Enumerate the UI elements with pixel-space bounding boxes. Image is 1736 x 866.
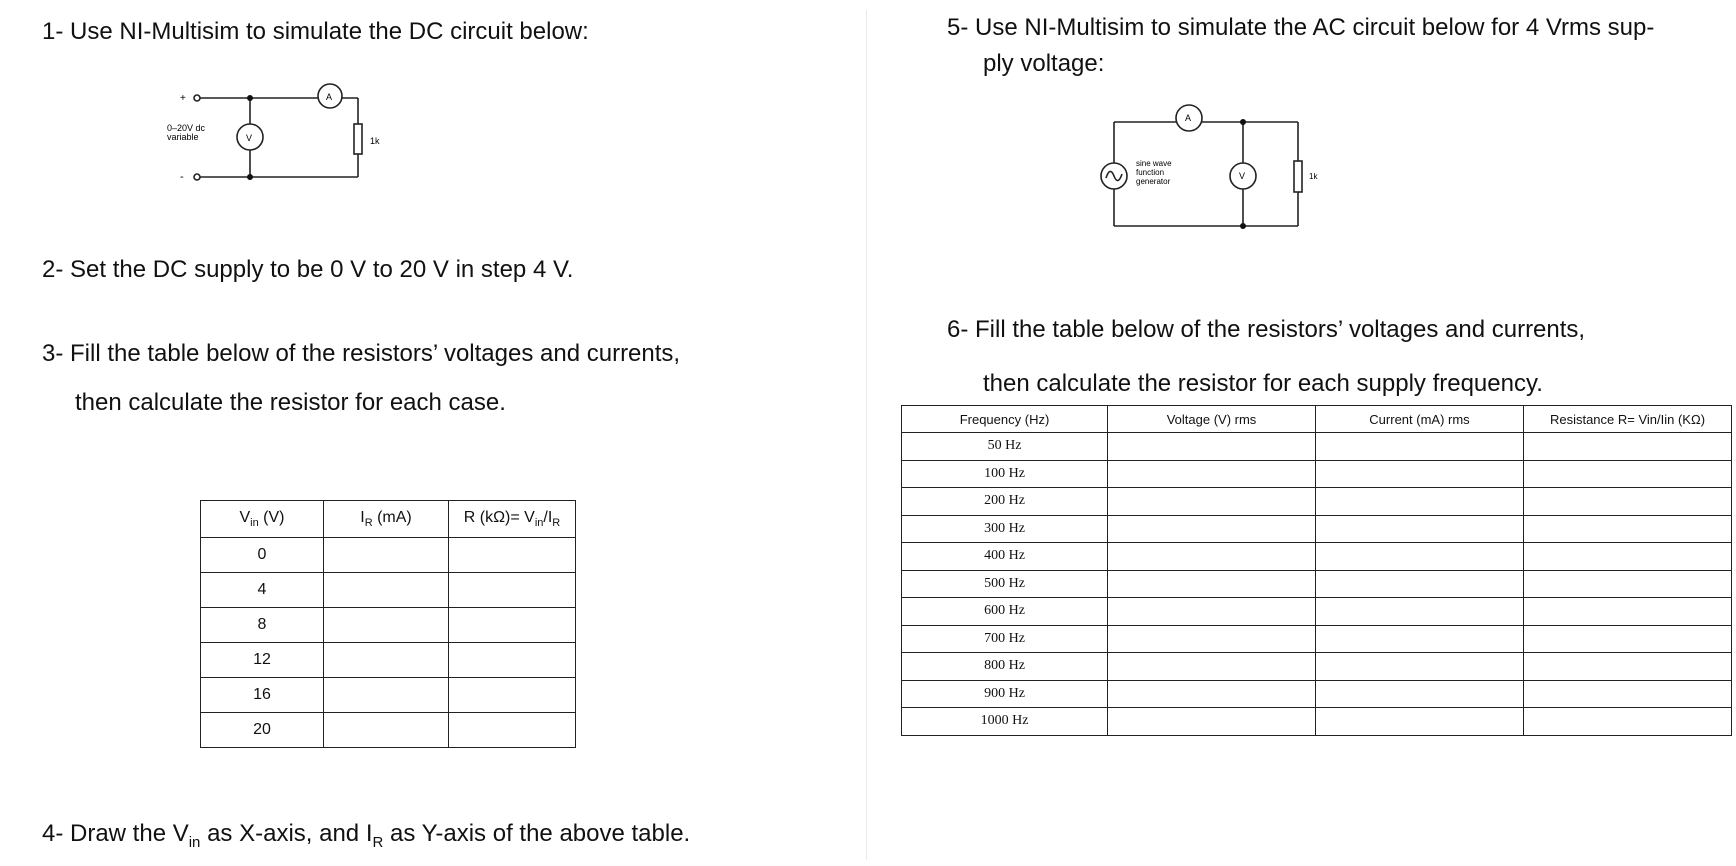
- dc-data-table: [200, 500, 576, 748]
- col-r: R $(k\Omega)= V_{in}/I_R$: [449, 501, 576, 538]
- table-row: [902, 653, 1732, 681]
- frequency-cell: 900 Hz: [902, 680, 1108, 708]
- frequency-cell: 800 Hz: [902, 653, 1108, 681]
- column-divider: [866, 10, 867, 860]
- vin-cell: 8: [201, 608, 324, 643]
- step6-line2: then calculate the resistor for each supply frequency.: [983, 370, 1543, 397]
- frequency-cell: 700 Hz: [902, 625, 1108, 653]
- table-row: [201, 643, 576, 678]
- col-voltage: Voltage (V) rms: [1108, 406, 1316, 433]
- voltmeter-label: V: [246, 133, 253, 143]
- vin-cell: 16: [201, 678, 324, 713]
- step3-line1: 3- Fill the table below of the resistors’ voltages and currents,: [42, 340, 681, 367]
- col-frequency: Frequency (Hz): [902, 406, 1108, 433]
- col-current: Current (mA) rms: [1316, 406, 1524, 433]
- step4-text: 4- Draw the $V_{in}$ as X-axis, and $I_R$ as Y-axis of the above table.: [42, 820, 691, 851]
- table-row: [902, 488, 1732, 516]
- frequency-cell: 100 Hz: [902, 460, 1108, 488]
- frequency-cell: 1000 Hz: [902, 708, 1108, 736]
- table-row: [902, 680, 1732, 708]
- col-resistance: Resistance R= Vin/Iin (KΩ): [1524, 406, 1732, 433]
- step2-text: 2- Set the DC supply to be 0 V to 20 V in step 4 V.: [42, 256, 574, 283]
- step5-line1: 5- Use NI-Multisim to simulate the AC circuit below for 4 Vrms sup-: [947, 14, 1655, 41]
- table-header-row: [902, 406, 1732, 433]
- col-ir: $I_R$ (mA): [324, 501, 449, 538]
- table-row: [902, 460, 1732, 488]
- vin-cell: 20: [201, 713, 324, 748]
- table-row: [902, 708, 1732, 736]
- vin-cell: 12: [201, 643, 324, 678]
- plus-label: +: [180, 93, 186, 104]
- step3-line2: then calculate the resistor for each case.: [75, 389, 506, 416]
- table-row: [201, 573, 576, 608]
- col-vin: $V_{in}$ (V): [201, 501, 324, 538]
- table-row: [902, 625, 1732, 653]
- frequency-cell: 500 Hz: [902, 570, 1108, 598]
- vin-cell: 0: [201, 538, 324, 573]
- ac-resistor-label: 1k: [1309, 172, 1318, 181]
- ac-ammeter-label: A: [1185, 113, 1192, 123]
- frequency-cell: 200 Hz: [902, 488, 1108, 516]
- table-row: [902, 515, 1732, 543]
- dc-circuit-diagram: [160, 82, 380, 190]
- gen-label-2: function: [1136, 168, 1165, 177]
- table-header-row: [201, 501, 576, 538]
- gen-label-1: sine wave: [1136, 159, 1172, 168]
- step6-line1: 6- Fill the table below of the resistors’ voltages and currents,: [947, 316, 1586, 343]
- table-row: [902, 433, 1732, 461]
- frequency-cell: 400 Hz: [902, 543, 1108, 571]
- table-row: [902, 570, 1732, 598]
- ac-data-table: [901, 405, 1732, 736]
- ammeter-label: A: [326, 92, 333, 102]
- step1-text: 1- Use NI-Multisim to simulate the DC circuit below:: [42, 18, 589, 45]
- minus-label: -: [180, 171, 184, 183]
- table-row: [902, 543, 1732, 571]
- resistor-label: 1k: [370, 136, 380, 146]
- table-row: [201, 538, 576, 573]
- table-row: [902, 598, 1732, 626]
- ac-voltmeter-label: V: [1239, 171, 1246, 181]
- table-row: [201, 678, 576, 713]
- supply-label-2: variable: [167, 132, 199, 142]
- supply-label-1: 0–20V dc: [167, 123, 206, 133]
- table-row: [201, 608, 576, 643]
- step5-line2: ply voltage:: [983, 50, 1105, 77]
- gen-label-3: generator: [1136, 177, 1171, 186]
- frequency-cell: 300 Hz: [902, 515, 1108, 543]
- frequency-cell: 600 Hz: [902, 598, 1108, 626]
- ac-circuit-diagram: [1090, 100, 1330, 240]
- frequency-cell: 50 Hz: [902, 433, 1108, 461]
- table-row: [201, 713, 576, 748]
- vin-cell: 4: [201, 573, 324, 608]
